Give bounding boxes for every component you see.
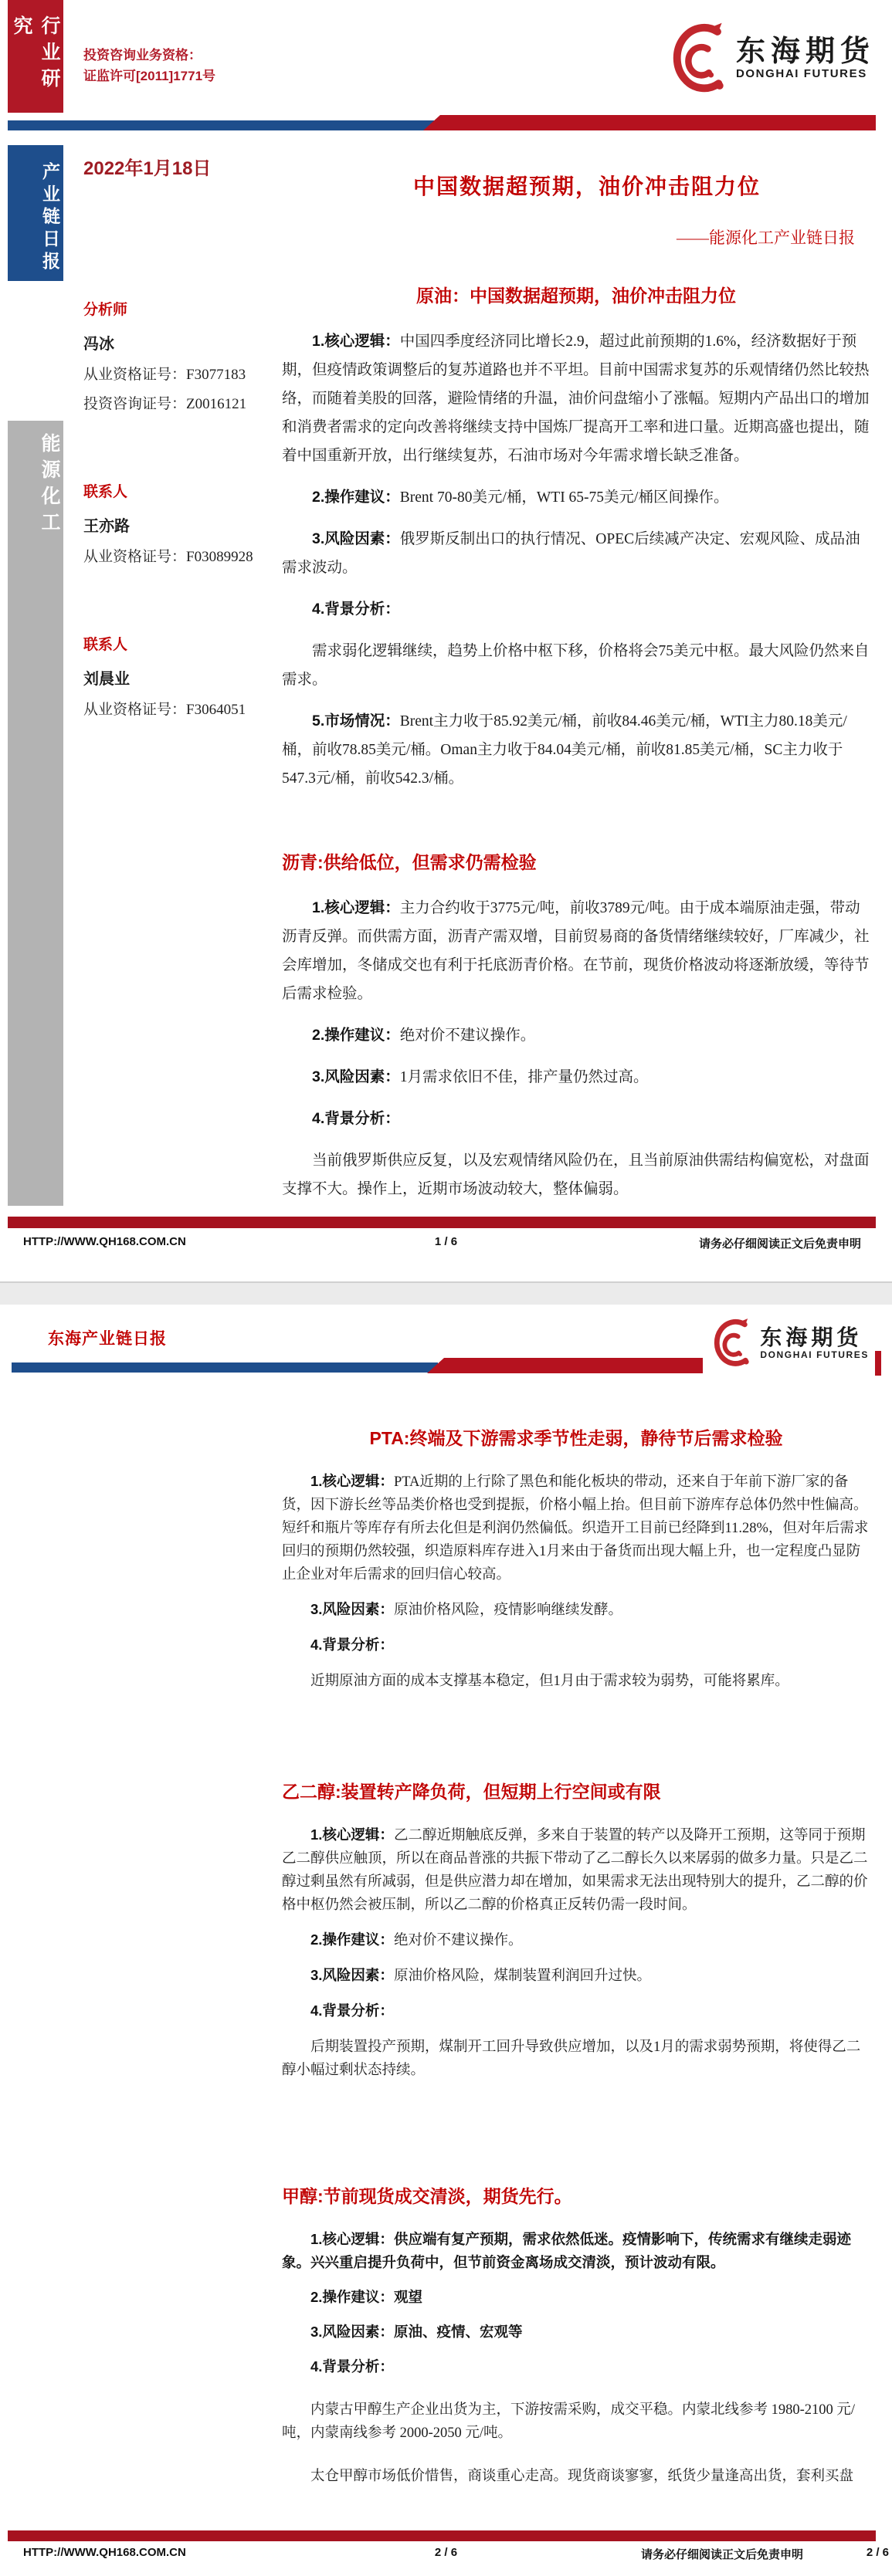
logo-en-text: DONGHAI FUTURES xyxy=(760,1349,869,1360)
footer-page-number: 1 / 6 xyxy=(434,1235,458,1248)
logo-cn-text: 东海期货 xyxy=(760,1325,863,1350)
report-item xyxy=(282,707,870,793)
person-name: 冯冰 xyxy=(83,336,114,353)
item-text: 原油、疫情、宏观等 xyxy=(393,2324,523,2340)
item-text: Brent主力收于85.92美元/桶，前收84.46美元/桶，WTI主力80.18美元/桶，前收78.85美元/桶。Oman主力收于84.04美元/桶，前收81.85美元/桶，SC主力收于547.3元/桶，前收542.3/桶。 xyxy=(282,713,847,787)
report-item xyxy=(282,2355,870,2378)
item-label: 1.核心逻辑： xyxy=(312,333,400,350)
dragon-logo-icon xyxy=(663,19,728,99)
section-heading: 甲醇:节前现货成交清淡，期货先行。 xyxy=(282,2186,572,2206)
item-label: 3.风险因素： xyxy=(310,2324,394,2340)
header-bar-red-endcap xyxy=(875,1351,881,1376)
footer-url: HTTP://WWW.QH168.COM.CN xyxy=(23,1235,186,1248)
item-label: 3.风险因素： xyxy=(310,1967,394,1983)
item-label: 4.背景分析： xyxy=(310,2002,394,2019)
report-item xyxy=(282,1146,870,1203)
report-item xyxy=(282,1928,870,1952)
item-text: 俄罗斯反制出口的执行情况、OPEC后续减产决定、宏观风险、成品油需求波动。 xyxy=(282,531,860,576)
report-item xyxy=(282,1598,870,1622)
qualification-line2: 证监许可[2011]1771号 xyxy=(83,69,216,83)
person-role: 联系人 xyxy=(83,637,128,653)
qualification-line1: 投资咨询业务资格： xyxy=(83,48,202,63)
tab-energy-chemical xyxy=(8,421,63,1206)
item-text: PTA近期的上行除了黑色和能化板块的带动，还来自于年前下游厂家的备货，因下游长丝等品类价格也受到提振，价格小幅上抬。但目前下游库存总体仍然中性偏高。短纤和瓶片等库存有所去化但是利润仍然偏低。织造开工目前已经降到11.28%，但对年后需求回归的预期仍然较强，织造原料库存进入1月来由于备货而出现大幅上升，也一定程度凸显防止企业对年后需求的回归信心较高。 xyxy=(282,1474,869,1582)
dragon-logo-icon xyxy=(707,1315,752,1371)
item-label: 2.操作建议： xyxy=(312,489,400,506)
report-page-2 xyxy=(0,1305,892,2576)
section-ethylene-glycol xyxy=(282,1778,870,2082)
person-role: 联系人 xyxy=(83,484,128,500)
report-title: 中国数据超预期，油价冲击阻力位 xyxy=(412,174,761,198)
page1-content xyxy=(282,282,870,1217)
item-label: 3.风险因素： xyxy=(312,1068,400,1085)
item-label: 5.市场情况： xyxy=(312,713,400,729)
item-text: 近期原油方面的成本支撑基本稳定，但1月由于需求较为弱势，可能将累库。 xyxy=(310,1674,789,1689)
item-text: 后期装置投产预期，煤制开工回升导致供应增加，以及1月的需求弱势预期，将使得乙二醇小幅过剩状态持续。 xyxy=(282,2039,861,2078)
report-item xyxy=(282,637,870,694)
footer-page-number: 2 / 6 xyxy=(434,2546,458,2559)
item-text: 原油价格风险，煤制装置利润回升过快。 xyxy=(393,1968,651,1984)
report-item xyxy=(282,1470,870,1586)
report-item xyxy=(282,1633,870,1657)
page-separator xyxy=(0,1281,892,1306)
item-label: 1.核心逻辑： xyxy=(312,899,400,916)
item-label: 4.背景分析： xyxy=(312,601,400,618)
person-cert: 从业资格证号：F3064051 xyxy=(83,702,246,718)
item-label: 2.操作建议： xyxy=(312,1027,400,1044)
item-text: 内蒙古甲醇生产企业出货为主，下游按需采购，成交平稳。内蒙北线参考 1980-2100 元/吨，内蒙南线参考 2000-2050 元/吨。 xyxy=(282,2402,856,2441)
footer-corner-page-number: 2 / 6 xyxy=(866,2546,889,2559)
section-heading: PTA:终端及下游需求季节性走弱，静待节后需求检验 xyxy=(369,1428,783,1448)
item-label: 1.核心逻辑： xyxy=(310,1473,394,1489)
item-label: 1.核心逻辑： xyxy=(310,1826,394,1843)
report-date: 2022年1月18日 xyxy=(83,158,212,179)
item-text: 中国四季度经济同比增长2.9，超过此前预期的1.6%，经济数据好于预期，但疫情政策调整后的复苏道路也并不平坦。目前中国需求复苏的乐观情绪仍然比较热络，而随着美股的回落，避险情绪的升温，油价问盘缩小了涨幅。短期内产品出口的增加和消费者需求的定向改善将继续支持中国炼厂提高开工率和进口量。近期高盛也提出，随着中国重新开放，出行继续复苏，石油市场对今年需求增长缺乏准备。 xyxy=(282,333,870,464)
section-heading: 原油：中国数据超预期，油价冲击阻力位 xyxy=(416,286,736,306)
report-item xyxy=(282,2320,870,2344)
person-cert: 从业资格证号：F03089928 xyxy=(83,549,253,565)
report-item xyxy=(282,2465,870,2488)
contact-block xyxy=(83,480,276,566)
item-text: 1月需求依旧不佳，排产量仍然过高。 xyxy=(399,1069,649,1085)
tab-industry-chain-daily-label: 产业链日报 xyxy=(40,161,60,274)
report-item xyxy=(282,2228,870,2274)
item-label: 4.背景分析： xyxy=(310,2358,394,2375)
footer-bar xyxy=(8,2530,876,2541)
person-name: 刘晨业 xyxy=(83,671,130,688)
analyst-block xyxy=(83,298,276,413)
header-bar-red xyxy=(427,1358,719,1373)
item-text: 原油价格风险，疫情影响继续发酵。 xyxy=(393,1603,622,1618)
report-item xyxy=(282,1823,870,1917)
person-name: 王亦路 xyxy=(83,518,130,535)
report-subtitle: ——能源化工产业链日报 xyxy=(677,228,855,247)
item-text: Brent 70-80美元/桶，WTI 65-75美元/桶区间操作。 xyxy=(399,489,729,506)
item-label: 3.风险因素： xyxy=(310,1601,394,1617)
person-role: 分析师 xyxy=(83,302,128,318)
tab-industry-chain-daily xyxy=(8,145,63,281)
person-cert: 投资咨询证号：Z0016121 xyxy=(83,396,247,412)
logo-cn-text: 东海期货 xyxy=(735,35,875,68)
section-asphalt xyxy=(282,848,870,1203)
section-crude-oil xyxy=(282,282,870,793)
tab-industry-research-label: 行业研究 xyxy=(11,15,60,94)
logo-en-text: DONGHAI FUTURES xyxy=(735,67,867,81)
section-heading: 沥青:供给低位，但需求仍需检验 xyxy=(282,852,537,872)
item-label: 1.核心逻辑： xyxy=(310,2231,394,2247)
item-label: 4.背景分析： xyxy=(310,1637,394,1653)
report-item xyxy=(282,525,870,582)
report-item xyxy=(282,1669,870,1693)
report-item xyxy=(282,2286,870,2309)
report-page-1 xyxy=(0,0,892,1281)
report-item xyxy=(282,1105,870,1133)
qualification-note xyxy=(83,45,215,86)
footer-disclaimer: 请务必仔细阅读正文后免责申明 xyxy=(640,2548,803,2561)
report-item xyxy=(282,1999,870,2023)
person-cert: 从业资格证号：F3077183 xyxy=(83,367,246,383)
tab-energy-chemical-label: 能源化工 xyxy=(39,433,60,538)
item-text: 供应端有复产预期，需求依然低迷。疫情影响下，传统需求有继续走弱迹象。兴兴重启提升负荷中，但节前资金离场成交清淡，预计波动有限。 xyxy=(282,2231,851,2270)
item-text: 乙二醇近期触底反弹，多来自于装置的转产以及降开工预期，这等同于预期乙二醇供应触顶，所以在商品普涨的共振下带动了乙二醇长久以来孱弱的做多力量。只是乙二醇过剩虽然有所减弱，但是供应潜力却在增加，如果需求无法出现特别大的提升，乙二醇的价格中枢仍然会被压制，所以乙二醇的价格真正反转仍需一段时间。 xyxy=(282,1828,868,1913)
item-text: 太仓甲醇市场低价惜售，商谈重心走高。现货商谈寥寥，纸货少量逢高出货，套利买盘 xyxy=(310,2469,854,2484)
report-item xyxy=(282,327,870,470)
header-bar-blue xyxy=(8,120,434,130)
item-text: 绝对价不建议操作。 xyxy=(393,1933,523,1948)
footer-disclaimer: 请务必仔细阅读正文后免责申明 xyxy=(698,1237,861,1251)
contact-block xyxy=(83,633,276,719)
page2-content xyxy=(282,1424,870,2500)
footer-url: HTTP://WWW.QH168.COM.CN xyxy=(23,2546,186,2559)
report-item xyxy=(282,595,870,624)
donghai-logo xyxy=(663,19,875,99)
page2-header-title: 东海产业链日报 xyxy=(48,1330,167,1348)
section-methanol xyxy=(282,2182,870,2488)
tab-industry-research xyxy=(8,0,63,113)
report-item xyxy=(282,2398,870,2445)
item-label: 3.风险因素： xyxy=(312,530,400,547)
report-item xyxy=(282,1063,870,1092)
report-item xyxy=(282,483,870,512)
donghai-logo xyxy=(703,1312,873,1374)
section-heading: 乙二醇:装置转产降负荷，但短期上行空间或有限 xyxy=(282,1782,661,1802)
footer-bar xyxy=(8,1217,876,1228)
report-item xyxy=(282,1021,870,1050)
item-label: 2.操作建议： xyxy=(310,2289,394,2305)
header-bar-blue xyxy=(12,1362,438,1373)
report-item xyxy=(282,2035,870,2082)
item-label: 2.操作建议： xyxy=(310,1931,394,1948)
item-text: 需求弱化逻辑继续，趋势上价格中枢下移，价格将会75美元中枢。最大风险仍然来自需求。 xyxy=(282,643,870,688)
item-text: 主力合约收于3775元/吨，前收3789元/吨。由于成本端原油走强，带动沥青反弹。而供需方面，沥青产需双增，目前贸易商的备货情绪继续较好，厂库减少，社会库增加，冬储成交也有利于托底沥青价格。在节前，现货价格波动将逐渐放缓，等待节后需求检验。 xyxy=(282,900,870,1002)
header-bar-red xyxy=(423,115,876,130)
item-text: 绝对价不建议操作。 xyxy=(399,1027,536,1044)
item-text: 观望 xyxy=(393,2289,422,2305)
report-item xyxy=(282,1964,870,1988)
section-pta xyxy=(282,1424,870,1693)
report-item xyxy=(282,894,870,1008)
item-text: 当前俄罗斯供应反复，以及宏观情绪风险仍在，且当前原油供需结构偏宽松，对盘面支撑不大。操作上，近期市场波动较大，整体偏弱。 xyxy=(282,1153,870,1197)
item-label: 4.背景分析： xyxy=(312,1110,400,1127)
